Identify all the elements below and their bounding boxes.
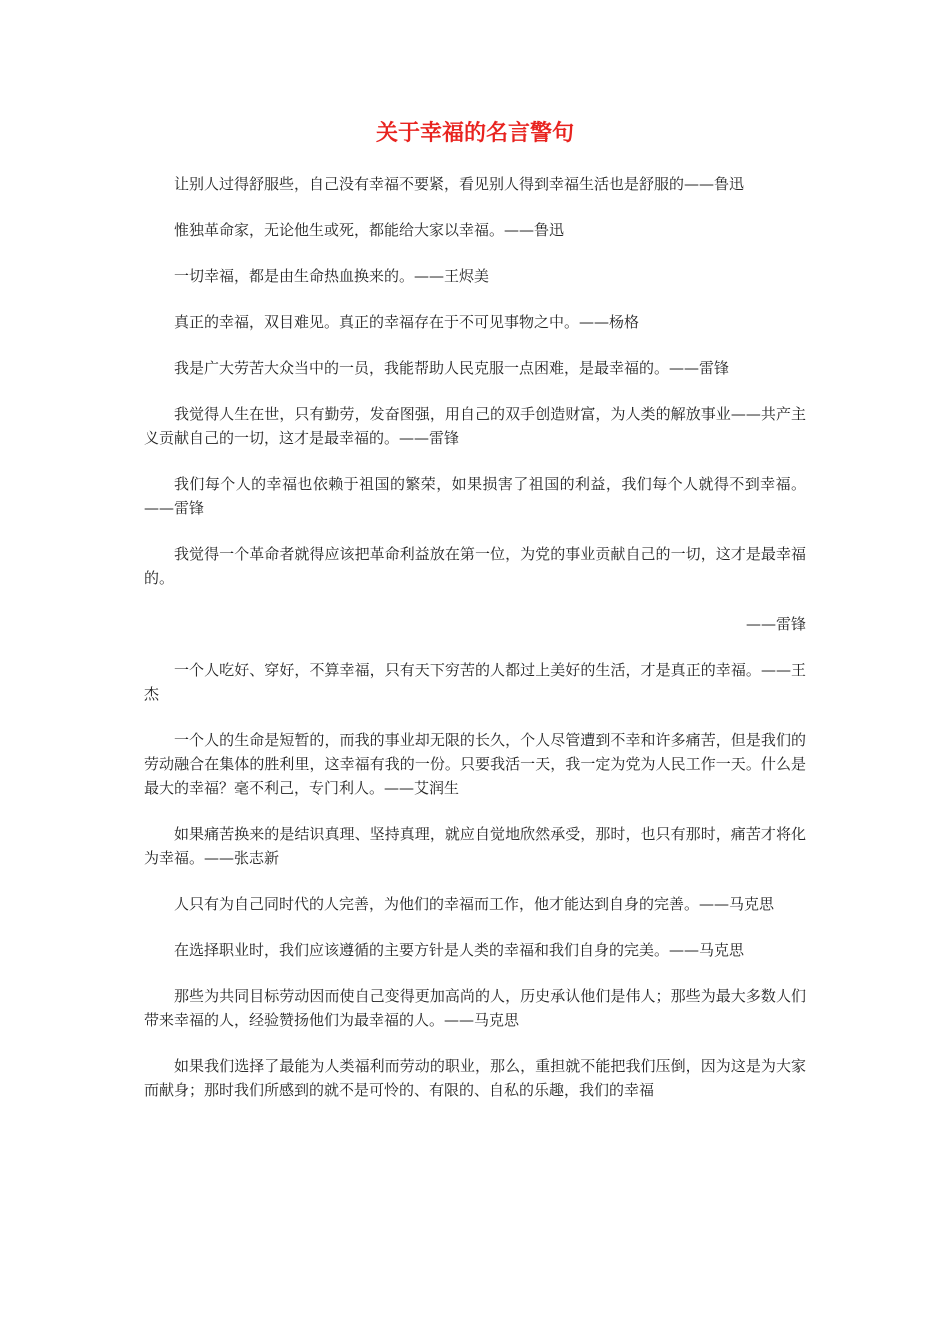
quote-paragraph: 如果我们选择了最能为人类福利而劳动的职业，那么，重担就不能把我们压倒，因为这是为大家而献身；那时我们所感到的就不是可怜的、有限的、自私的乐趣，我们的幸福 xyxy=(144,1057,806,1099)
quote-paragraph: 在选择职业时，我们应该遵循的主要方针是人类的幸福和我们自身的完美。——马克思 xyxy=(174,941,745,959)
quote-paragraph: 一个人的生命是短暂的，而我的事业却无限的长久，个人尽管遭到不幸和许多痛苦，但是我们的劳动融合在集体的胜利里，这幸福有我的一份。只要我活一天，我一定为党为人民工作一天。什么是最大的幸福？毫不利己，专门利人。——艾润生 xyxy=(144,731,806,797)
quote-paragraph: 那些为共同目标劳动因而使自己变得更加高尚的人，历史承认他们是伟人；那些为最大多数人们带来幸福的人，经验赞扬他们为最幸福的人。——马克思 xyxy=(144,987,806,1029)
quote-paragraph: 真正的幸福，双目难见。真正的幸福存在于不可见事物之中。——杨格 xyxy=(174,313,640,331)
quote-paragraph: 我觉得人生在世，只有勤劳，发奋图强，用自己的双手创造财富，为人类的解放事业——共产主义贡献自己的一切，这才是最幸福的。——雷锋 xyxy=(144,405,806,447)
quote-paragraph: 一切幸福，都是由生命热血换来的。——王烬美 xyxy=(174,267,490,285)
quote-paragraph: 让别人过得舒服些，自己没有幸福不要紧，看见别人得到幸福生活也是舒服的——鲁迅 xyxy=(174,175,745,193)
quote-paragraph: 如果痛苦换来的是结识真理、坚持真理，就应自觉地欣然承受，那时，也只有那时，痛苦才将化为幸福。——张志新 xyxy=(144,825,806,867)
quote-paragraph: 我是广大劳苦大众当中的一员，我能帮助人民克服一点困难，是最幸福的。——雷锋 xyxy=(174,359,730,377)
quote-paragraph: 人只有为自己同时代的人完善，为他们的幸福而工作，他才能达到自身的完善。——马克思 xyxy=(174,895,775,913)
document-body xyxy=(144,118,806,1124)
quote-attribution: ——雷锋 xyxy=(745,615,806,633)
quote-paragraph: 我觉得一个革命者就得应该把革命利益放在第一位，为党的事业贡献自己的一切，这才是最幸福的。 xyxy=(144,545,806,587)
quote-paragraph: 我们每个人的幸福也依赖于祖国的繁荣，如果损害了祖国的利益，我们每个人就得不到幸福。——雷锋 xyxy=(144,475,806,517)
document-title: 关于幸福的名言警句 xyxy=(375,121,574,146)
quote-paragraph: 惟独革命家，无论他生或死，都能给大家以幸福。——鲁迅 xyxy=(174,221,565,239)
quote-paragraph: 一个人吃好、穿好，不算幸福，只有天下穷苦的人都过上美好的生活，才是真正的幸福。——王杰 xyxy=(144,661,806,703)
